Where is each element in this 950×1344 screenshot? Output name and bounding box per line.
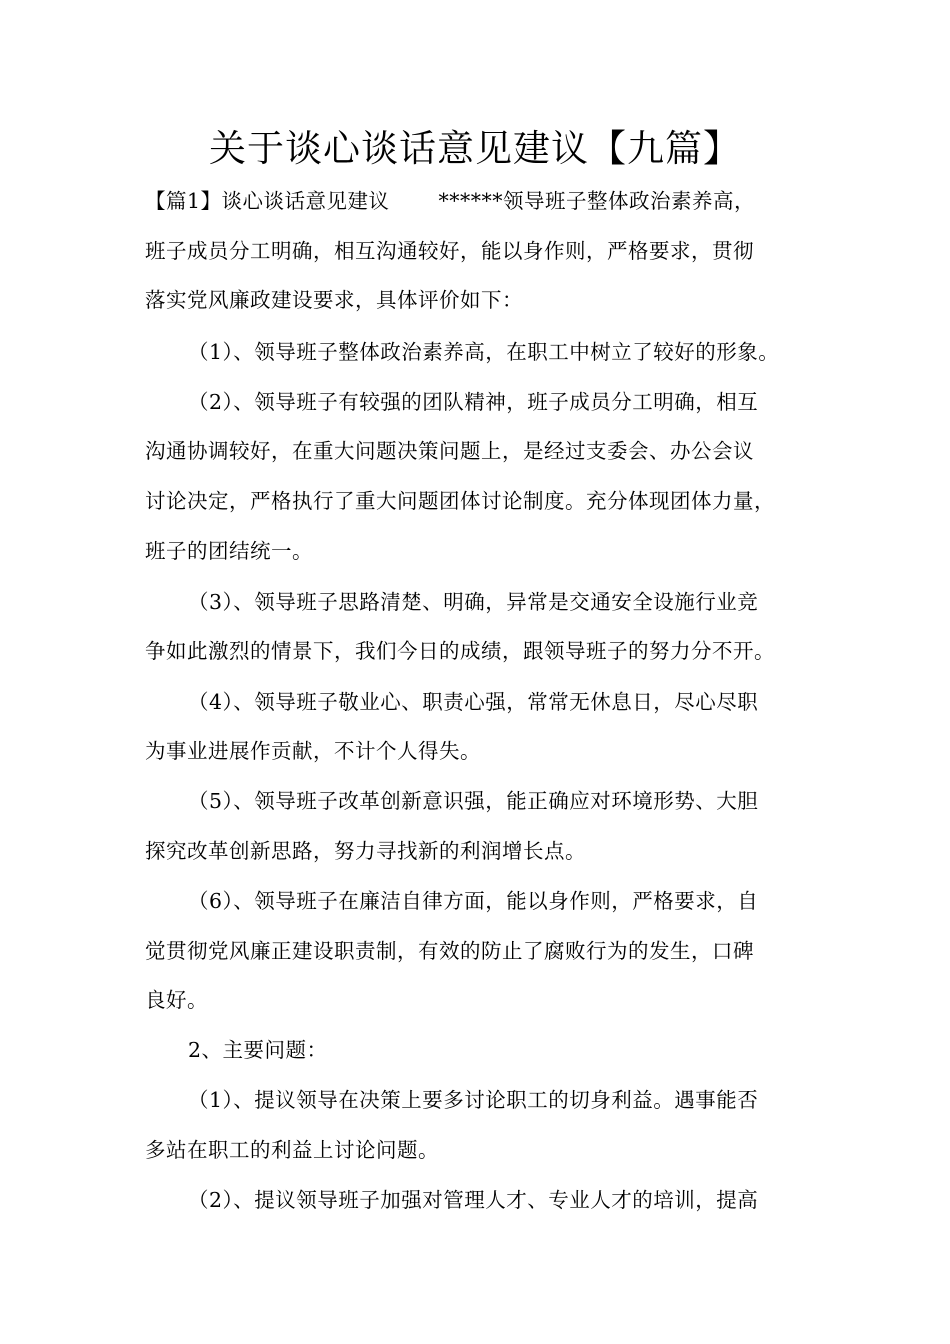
paragraph-line: 落实党风廉政建设要求，具体评价如下： [145, 288, 523, 312]
paragraph-line: （4）、领导班子敬业心、职责心强，常常无休息日，尽心尽职 [188, 690, 759, 714]
paragraph-line: 班子的团结统一。 [145, 539, 313, 563]
paragraph-line: （1）、提议领导在决策上要多讨论职工的切身利益。遇事能否 [188, 1088, 759, 1112]
paragraph-line: 讨论决定，严格执行了重大问题团体讨论制度。充分体现团体力量， [145, 489, 775, 513]
paragraph-line: 争如此激烈的情景下，我们今日的成绩，跟领导班子的努力分不开。 [145, 639, 775, 663]
paragraph-line: 多站在职工的利益上讨论问题。 [145, 1138, 439, 1162]
paragraph-line: 探究改革创新思路，努力寻找新的利润增长点。 [145, 839, 586, 863]
section-heading: 2、主要问题： [188, 1038, 328, 1062]
paragraph-line: 良好。 [145, 988, 208, 1012]
paragraph-line: 沟通协调较好，在重大问题决策问题上，是经过支委会、办公会议 [145, 439, 754, 463]
paragraph-line: （3）、领导班子思路清楚、明确，异常是交通安全设施行业竞 [188, 590, 759, 614]
paragraph-line: 【篇1】谈心谈话意见建议 ******领导班子整体政治素养高， [145, 189, 756, 213]
document-title: 关于谈心谈话意见建议【九篇】 [209, 127, 741, 170]
paragraph-line: （2）、提议领导班子加强对管理人才、专业人才的培训，提高 [188, 1188, 759, 1212]
paragraph-line: （2）、领导班子有较强的团队精神，班子成员分工明确，相互 [188, 390, 759, 414]
paragraph-line: 为事业进展作贡献，不计个人得失。 [145, 739, 481, 763]
paragraph-line: 班子成员分工明确，相互沟通较好，能以身作则，严格要求，贯彻 [145, 239, 754, 263]
paragraph-line: （6）、领导班子在廉洁自律方面，能以身作则，严格要求，自 [188, 889, 759, 913]
paragraph-line: （5）、领导班子改革创新意识强，能正确应对环境形势、大胆 [188, 789, 759, 813]
paragraph-line: 觉贯彻党风廉正建设职责制，有效的防止了腐败行为的发生，口碑 [145, 939, 754, 963]
paragraph-line: （1）、领导班子整体政治素养高，在职工中树立了较好的形象。 [188, 340, 780, 364]
